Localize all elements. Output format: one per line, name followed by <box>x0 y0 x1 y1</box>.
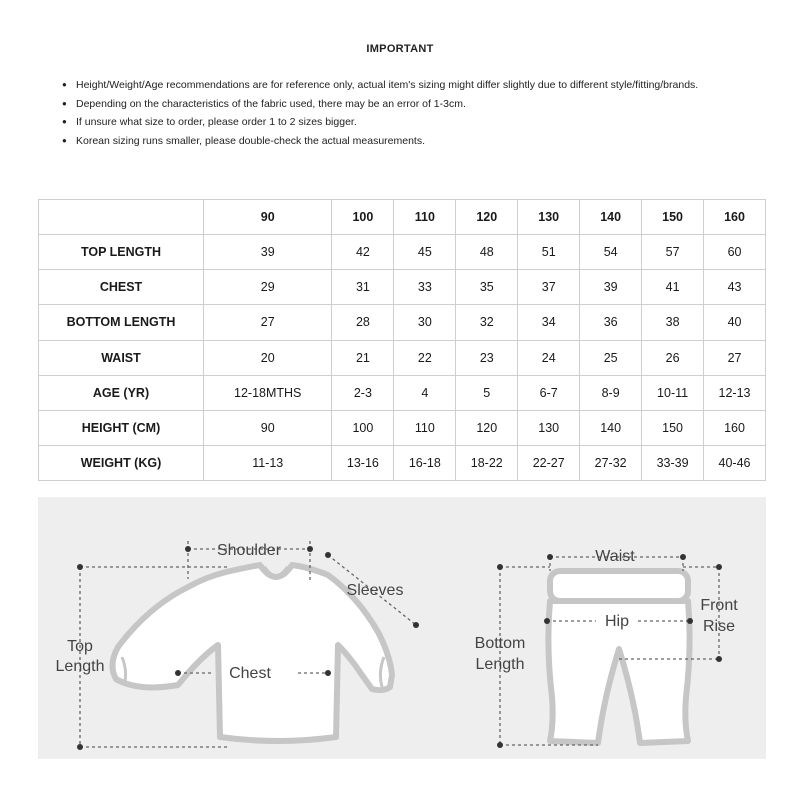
size-header: 130 <box>518 200 580 235</box>
size-header: 90 <box>204 200 332 235</box>
size-header: 110 <box>394 200 456 235</box>
row-label: CHEST <box>39 270 204 305</box>
waist-label: Waist <box>595 548 635 565</box>
measurement-diagram <box>38 497 766 759</box>
marker-dot <box>325 552 331 558</box>
table-cell: 33-39 <box>642 445 704 480</box>
row-label: BOTTOM LENGTH <box>39 305 204 340</box>
table-cell: 51 <box>518 235 580 270</box>
table-cell: 90 <box>204 410 332 445</box>
table-cell: 30 <box>394 305 456 340</box>
table-cell: 40-46 <box>704 445 766 480</box>
corner-cell <box>39 200 204 235</box>
table-cell: 40 <box>704 305 766 340</box>
table-cell: 26 <box>642 340 704 375</box>
table-cell: 27-32 <box>580 445 642 480</box>
table-cell: 8-9 <box>580 375 642 410</box>
table-cell: 22 <box>394 340 456 375</box>
size-header: 160 <box>704 200 766 235</box>
table-row <box>39 235 766 270</box>
table-cell: 31 <box>332 270 394 305</box>
marker-dot <box>413 622 419 628</box>
hip-label: Hip <box>604 613 630 630</box>
marker-dot <box>497 742 503 748</box>
table-cell: 41 <box>642 270 704 305</box>
table-cell: 160 <box>704 410 766 445</box>
table-cell: 13-16 <box>332 445 394 480</box>
marker-dot <box>716 656 722 662</box>
front-rise-label-line2: Rise <box>702 618 736 635</box>
marker-dot <box>77 564 83 570</box>
table-cell: 60 <box>704 235 766 270</box>
table-cell: 4 <box>394 375 456 410</box>
shoulder-label: Shoulder <box>216 542 282 559</box>
row-label: TOP LENGTH <box>39 235 204 270</box>
size-header: 150 <box>642 200 704 235</box>
diagram-svg <box>38 497 766 759</box>
table-row <box>39 305 766 340</box>
table-cell: 27 <box>204 305 332 340</box>
row-label: WAIST <box>39 340 204 375</box>
table-cell: 6-7 <box>518 375 580 410</box>
table-cell: 38 <box>642 305 704 340</box>
top-length-label-line1: Top <box>67 638 93 655</box>
table-cell: 57 <box>642 235 704 270</box>
marker-dot <box>544 618 550 624</box>
table-cell: 5 <box>456 375 518 410</box>
bottom-garment-illustration <box>548 571 689 743</box>
table-row <box>39 340 766 375</box>
table-cell: 20 <box>204 340 332 375</box>
table-cell: 37 <box>518 270 580 305</box>
table-cell: 150 <box>642 410 704 445</box>
chest-label: Chest <box>229 665 271 682</box>
table-cell: 28 <box>332 305 394 340</box>
table-row <box>39 375 766 410</box>
table-cell: 130 <box>518 410 580 445</box>
table-cell: 140 <box>580 410 642 445</box>
size-header: 100 <box>332 200 394 235</box>
marker-dot <box>547 554 553 560</box>
table-cell: 23 <box>456 340 518 375</box>
table-cell: 27 <box>704 340 766 375</box>
table-cell: 16-18 <box>394 445 456 480</box>
table-cell: 22-27 <box>518 445 580 480</box>
marker-dot <box>325 670 331 676</box>
row-label: HEIGHT (CM) <box>39 410 204 445</box>
marker-dot <box>497 564 503 570</box>
table-cell: 18-22 <box>456 445 518 480</box>
marker-dot <box>716 564 722 570</box>
marker-dot <box>687 618 693 624</box>
table-cell: 34 <box>518 305 580 340</box>
bottom-length-label-line1: Bottom <box>474 635 526 652</box>
marker-dot <box>175 670 181 676</box>
table-row <box>39 445 766 480</box>
table-cell: 12-18MTHS <box>204 375 332 410</box>
front-rise-label-line1: Front <box>700 597 738 614</box>
bottom-length-label-line2: Length <box>475 656 525 673</box>
table-cell: 29 <box>204 270 332 305</box>
table-cell: 35 <box>456 270 518 305</box>
table-cell: 12-13 <box>704 375 766 410</box>
size-header: 120 <box>456 200 518 235</box>
size-table <box>38 199 766 481</box>
table-cell: 36 <box>580 305 642 340</box>
size-header: 140 <box>580 200 642 235</box>
notice-title: IMPORTANT <box>366 43 434 55</box>
table-cell: 54 <box>580 235 642 270</box>
table-row <box>39 270 766 305</box>
row-label: AGE (YR) <box>39 375 204 410</box>
table-cell: 32 <box>456 305 518 340</box>
table-cell: 21 <box>332 340 394 375</box>
notice-item: ● If unsure what size to order, please order 1 to 2 sizes bigger. <box>62 113 742 132</box>
row-label: WEIGHT (KG) <box>39 445 204 480</box>
table-cell: 42 <box>332 235 394 270</box>
table-cell: 2-3 <box>332 375 394 410</box>
table-cell: 11-13 <box>204 445 332 480</box>
table-cell: 33 <box>394 270 456 305</box>
table-cell: 100 <box>332 410 394 445</box>
marker-dot <box>185 546 191 552</box>
table-cell: 24 <box>518 340 580 375</box>
size-header-row <box>39 200 766 235</box>
marker-dot <box>77 744 83 750</box>
table-cell: 45 <box>394 235 456 270</box>
notice-item: ● Korean sizing runs smaller, please double-check the actual measurements. <box>62 132 742 151</box>
marker-dot <box>680 554 686 560</box>
marker-dot <box>307 546 313 552</box>
table-cell: 25 <box>580 340 642 375</box>
table-cell: 39 <box>204 235 332 270</box>
table-cell: 43 <box>704 270 766 305</box>
table-cell: 120 <box>456 410 518 445</box>
sleeves-label: Sleeves <box>346 582 404 599</box>
table-cell: 10-11 <box>642 375 704 410</box>
table-cell: 110 <box>394 410 456 445</box>
notice-list <box>62 76 742 150</box>
notice-item: ● Depending on the characteristics of the fabric used, there may be an error of 1-3cm. <box>62 95 742 114</box>
top-length-label-line2: Length <box>55 658 105 675</box>
table-cell: 39 <box>580 270 642 305</box>
table-row <box>39 410 766 445</box>
notice-item: ● Height/Weight/Age recommendations are for reference only, actual item's sizing might differ slightly due to different style/fitting/brands. <box>62 76 742 95</box>
table-cell: 48 <box>456 235 518 270</box>
